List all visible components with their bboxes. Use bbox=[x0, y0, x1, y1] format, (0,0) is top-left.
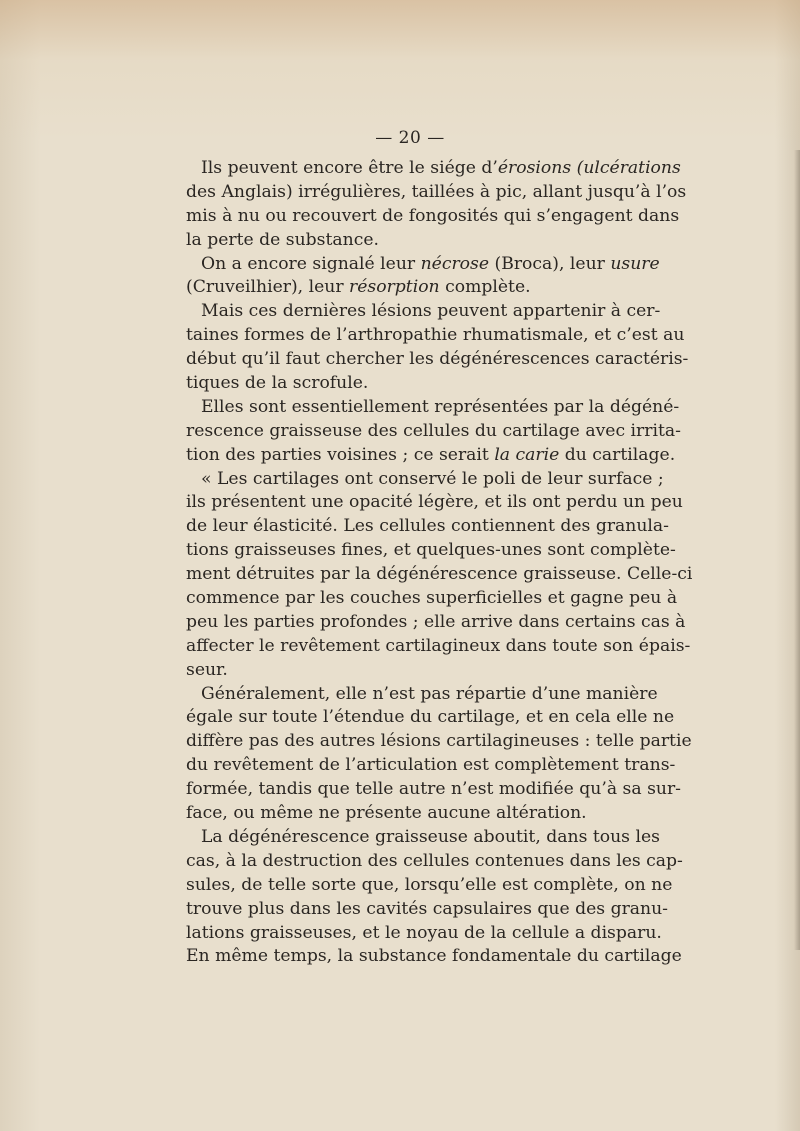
text-line: On a encore signalé leur nécrose (Broca), leur usure bbox=[201, 253, 660, 274]
page-edge-shadow bbox=[794, 150, 800, 950]
text-line: égale sur toute l’étendue du cartilage, et en cela elle ne bbox=[186, 707, 675, 728]
text-line: tion des parties voisines ; ce serait la carie du cartilage. bbox=[186, 444, 676, 465]
text-line: affecter le revêtement cartilagineux dans toute son épais- bbox=[186, 635, 691, 656]
text-line: début qu’il faut chercher les dégénérescences caractéris- bbox=[186, 349, 689, 370]
text-line: peu les parties profondes ; elle arrive dans certains cas à bbox=[186, 611, 686, 632]
text-line: Généralement, elle n’est pas répartie d’une manière bbox=[201, 683, 658, 704]
text-line: des Anglais) irrégulières, taillées à pic, allant jusqu’à l’os bbox=[186, 181, 687, 202]
text-line: commence par les couches superficielles et gagne peu à bbox=[186, 588, 678, 609]
text-line: de leur élasticité. Les cellules contiennent des granula- bbox=[186, 516, 669, 537]
text-line: formée, tandis que telle autre n’est modifiée qu’à sa sur- bbox=[186, 779, 681, 800]
text-line: ils présentent une opacité légère, et ils ont perdu un peu bbox=[186, 492, 683, 513]
text-line: Mais ces dernières lésions peuvent appartenir à cer- bbox=[201, 301, 661, 322]
page-number: — 20 — bbox=[375, 128, 445, 148]
text-line: face, ou même ne présente aucune altération. bbox=[186, 803, 587, 824]
text-line: du revêtement de l’articulation est complètement trans- bbox=[186, 755, 676, 776]
text-line: taines formes de l’arthropathie rhumatismale, et c’est au bbox=[186, 325, 685, 346]
text-line: (Cruveilhier), leur résorption complète. bbox=[186, 277, 531, 298]
text-line: Ils peuvent encore être le siége d’érosions (ulcérations bbox=[201, 158, 681, 178]
text-line: la perte de substance. bbox=[186, 229, 379, 250]
text-line: seur. bbox=[186, 659, 228, 680]
text-line: tions graisseuses fines, et quelques-unes sont complète- bbox=[186, 540, 676, 561]
text-line: ment détruites par la dégénérescence graisseuse. Celle-ci bbox=[186, 564, 693, 585]
text-line: diffère pas des autres lésions cartilagineuses : telle partie bbox=[186, 731, 692, 752]
text-line: rescence graisseuse des cellules du cartilage avec irrita- bbox=[186, 420, 681, 441]
text-line: La dégénérescence graisseuse aboutit, dans tous les bbox=[201, 826, 660, 847]
text-line: tiques de la scrofule. bbox=[186, 373, 369, 394]
text-line: cas, à la destruction des cellules contenues dans les cap- bbox=[186, 850, 683, 871]
text-line: En même temps, la substance fondamentale du cartilage bbox=[186, 946, 682, 967]
text-line: sules, de telle sorte que, lorsqu’elle est complète, on ne bbox=[186, 874, 673, 895]
text-line: Elles sont essentiellement représentées par la dégéné- bbox=[201, 396, 680, 417]
body-text bbox=[186, 157, 693, 969]
text-line: mis à nu ou recouvert de fongosités qui s’engagent dans bbox=[186, 205, 680, 226]
text-line: trouve plus dans les cavités capsulaires que des granu- bbox=[186, 898, 668, 919]
text-line: « Les cartilages ont conservé le poli de leur surface ; bbox=[201, 468, 664, 489]
text-line: lations graisseuses, et le noyau de la cellule a disparu. bbox=[186, 922, 662, 943]
